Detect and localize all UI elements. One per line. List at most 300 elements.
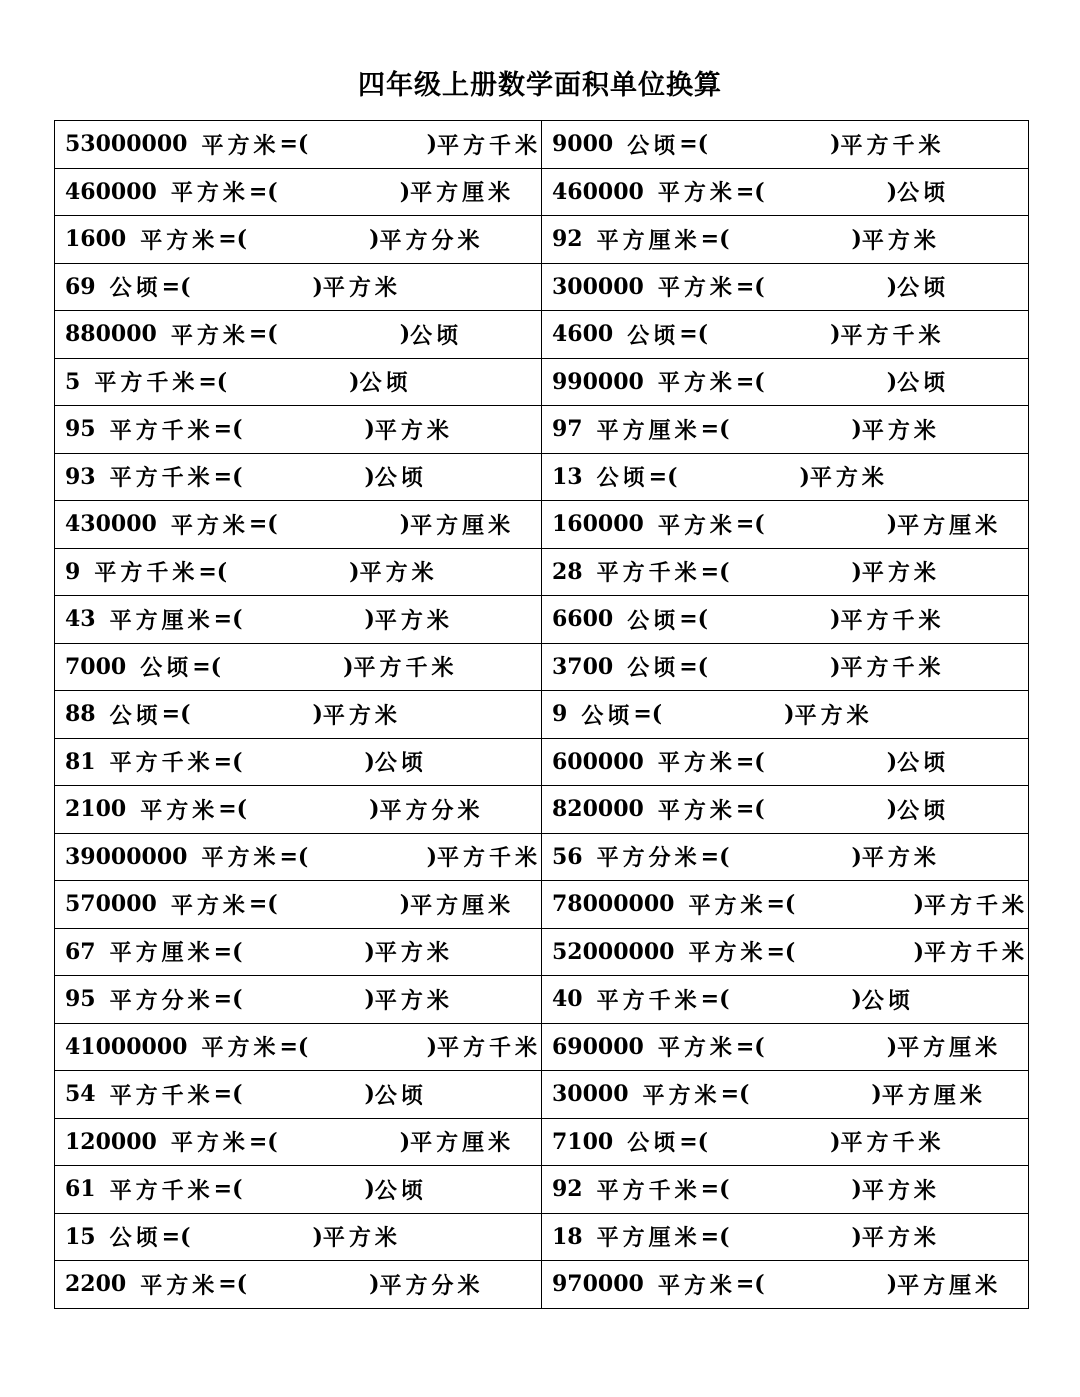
- source-unit: 公顷: [109, 1225, 162, 1252]
- source-unit: 平方分米: [596, 845, 701, 872]
- equals-open-paren: =(: [198, 558, 228, 585]
- equals-open-paren: =(: [679, 321, 709, 348]
- source-unit: 平方米: [140, 797, 219, 824]
- equals-open-paren: =(: [218, 226, 248, 253]
- question-value: 570000: [65, 891, 157, 918]
- source-unit: 平方千米: [94, 560, 199, 587]
- table-row: [55, 976, 1029, 1024]
- question-value: 9: [552, 701, 568, 728]
- close-paren: ): [399, 891, 411, 918]
- target-unit: 公顷: [374, 750, 427, 777]
- close-paren: ): [851, 558, 862, 585]
- close-paren: ): [830, 1128, 841, 1155]
- question-value: 43: [65, 606, 96, 633]
- question-value: 300000: [552, 273, 644, 300]
- source-unit: 平方千米: [109, 417, 214, 444]
- source-unit: 平方厘米: [596, 227, 701, 254]
- equals-open-paren: =(: [248, 1128, 278, 1155]
- equals-open-paren: =(: [213, 463, 243, 490]
- table-row: [55, 928, 1029, 976]
- question: [55, 264, 541, 311]
- equals-open-paren: =(: [700, 986, 730, 1013]
- equals-open-paren: =(: [248, 178, 278, 205]
- equals-open-paren: =(: [766, 938, 796, 965]
- question-cell-left: [55, 548, 542, 596]
- question: [55, 929, 541, 976]
- source-unit: 平方米: [140, 227, 219, 254]
- close-paren: ): [913, 938, 924, 965]
- question-cell-right: [542, 1118, 1029, 1166]
- question-cell-right: [542, 263, 1029, 311]
- question-cell-right: [542, 311, 1029, 359]
- source-unit: 平方米: [170, 322, 249, 349]
- source-unit: 平方千米: [109, 1177, 214, 1204]
- close-paren: ): [426, 1033, 437, 1060]
- question: [542, 881, 1028, 928]
- target-unit: 平方米: [861, 227, 940, 254]
- target-unit: 公顷: [374, 465, 427, 492]
- question-cell-right: [542, 1071, 1029, 1119]
- equals-open-paren: =(: [218, 796, 248, 823]
- close-paren: ): [851, 226, 862, 253]
- close-paren: ): [799, 463, 810, 490]
- question-value: 93: [65, 463, 96, 490]
- question-value: 970000: [552, 1271, 644, 1298]
- source-unit: 平方千米: [596, 1177, 701, 1204]
- question-cell-left: [55, 216, 542, 264]
- source-unit: 平方米: [657, 180, 736, 207]
- question: [542, 169, 1028, 216]
- target-unit: 平方厘米: [410, 180, 515, 207]
- equals-open-paren: =(: [700, 843, 730, 870]
- question: [542, 1214, 1028, 1261]
- question: [542, 976, 1028, 1023]
- source-unit: 公顷: [627, 322, 680, 349]
- equals-open-paren: =(: [735, 1033, 765, 1060]
- question: [542, 359, 1028, 406]
- question: [55, 549, 541, 596]
- source-unit: 公顷: [627, 1130, 680, 1157]
- close-paren: ): [364, 606, 375, 633]
- equals-open-paren: =(: [213, 938, 243, 965]
- equals-open-paren: =(: [248, 321, 278, 348]
- target-unit: 平方厘米: [410, 1130, 515, 1157]
- question: [542, 216, 1028, 263]
- question: [55, 169, 541, 216]
- question: [55, 359, 541, 406]
- source-unit: 平方厘米: [596, 1225, 701, 1252]
- table-row: [55, 596, 1029, 644]
- close-paren: ): [886, 748, 898, 775]
- close-paren: ): [784, 701, 795, 728]
- source-unit: 平方厘米: [109, 607, 214, 634]
- question: [542, 1261, 1028, 1308]
- target-unit: 平方米: [794, 702, 873, 729]
- close-paren: ): [364, 416, 375, 443]
- close-paren: ): [312, 1223, 323, 1250]
- question-value: 95: [65, 986, 96, 1013]
- question: [55, 1261, 541, 1308]
- close-paren: ): [364, 938, 375, 965]
- equals-open-paren: =(: [213, 986, 243, 1013]
- equals-open-paren: =(: [213, 1081, 243, 1108]
- table-row: [55, 881, 1029, 929]
- question: [542, 406, 1028, 453]
- target-unit: 平方千米: [840, 607, 945, 634]
- source-unit: 平方米: [170, 180, 249, 207]
- question-value: 5: [65, 368, 81, 395]
- close-paren: ): [364, 1176, 375, 1203]
- question-cell-left: [55, 786, 542, 834]
- source-unit: 平方米: [657, 750, 736, 777]
- question-cell-right: [542, 643, 1029, 691]
- equals-open-paren: =(: [279, 131, 309, 158]
- question-value: 1600: [65, 226, 127, 253]
- question-value: 600000: [552, 748, 644, 775]
- question-value: 18: [552, 1223, 583, 1250]
- target-unit: 平方米: [374, 987, 453, 1014]
- question-value: 6600: [552, 606, 614, 633]
- question: [542, 501, 1028, 548]
- target-unit: 平方分米: [379, 227, 484, 254]
- question-value: 78000000: [552, 891, 675, 918]
- question: [55, 644, 541, 691]
- target-unit: 平方厘米: [897, 1272, 1002, 1299]
- target-unit: 公顷: [359, 370, 412, 397]
- question-value: 820000: [552, 796, 644, 823]
- source-unit: 平方千米: [596, 560, 701, 587]
- equals-open-paren: =(: [700, 1176, 730, 1203]
- question-value: 7100: [552, 1128, 614, 1155]
- target-unit: 平方千米: [840, 1130, 945, 1157]
- question: [542, 311, 1028, 358]
- equals-open-paren: =(: [679, 131, 709, 158]
- close-paren: ): [364, 748, 375, 775]
- question-value: 92: [552, 1176, 583, 1203]
- target-unit: 公顷: [374, 1082, 427, 1109]
- equals-open-paren: =(: [218, 1271, 248, 1298]
- equals-open-paren: =(: [735, 796, 765, 823]
- source-unit: 平方米: [657, 1272, 736, 1299]
- question-value: 92: [552, 226, 583, 253]
- question-value: 52000000: [552, 938, 675, 965]
- target-unit: 公顷: [897, 797, 950, 824]
- question: [542, 644, 1028, 691]
- question-cell-left: [55, 453, 542, 501]
- question-cell-right: [542, 216, 1029, 264]
- question-cell-right: [542, 1166, 1029, 1214]
- equals-open-paren: =(: [279, 843, 309, 870]
- target-unit: 平方厘米: [897, 512, 1002, 539]
- question-cell-left: [55, 738, 542, 786]
- source-unit: 平方米: [201, 1035, 280, 1062]
- question-cell-left: [55, 406, 542, 454]
- target-unit: 平方千米: [840, 655, 945, 682]
- question-cell-left: [55, 691, 542, 739]
- source-unit: 平方米: [688, 892, 767, 919]
- target-unit: 公顷: [861, 987, 914, 1014]
- question: [55, 786, 541, 833]
- equals-open-paren: =(: [700, 1223, 730, 1250]
- table-row: [55, 786, 1029, 834]
- table-row: [55, 691, 1029, 739]
- question: [542, 549, 1028, 596]
- target-unit: 平方千米: [353, 655, 458, 682]
- source-unit: 公顷: [109, 702, 162, 729]
- source-unit: 平方米: [657, 1035, 736, 1062]
- close-paren: ): [851, 1223, 862, 1250]
- question: [55, 1024, 541, 1071]
- equals-open-paren: =(: [279, 1033, 309, 1060]
- close-paren: ): [851, 1176, 862, 1203]
- table-row: [55, 453, 1029, 501]
- close-paren: ): [913, 891, 924, 918]
- target-unit: 公顷: [897, 275, 950, 302]
- equals-open-paren: =(: [766, 891, 796, 918]
- close-paren: ): [830, 321, 841, 348]
- source-unit: 平方厘米: [109, 940, 214, 967]
- question-cell-right: [542, 453, 1029, 501]
- table-row: [55, 548, 1029, 596]
- target-unit: 平方分米: [379, 1272, 484, 1299]
- question-value: 28: [552, 558, 583, 585]
- table-row: [55, 406, 1029, 454]
- target-unit: 平方米: [861, 1225, 940, 1252]
- target-unit: 平方千米: [436, 132, 541, 159]
- question-value: 880000: [65, 321, 157, 348]
- target-unit: 公顷: [374, 1177, 427, 1204]
- question: [55, 881, 541, 928]
- equals-open-paren: =(: [213, 606, 243, 633]
- close-paren: ): [886, 1271, 898, 1298]
- equals-open-paren: =(: [679, 1128, 709, 1155]
- close-paren: ): [886, 178, 898, 205]
- question-cell-right: [542, 168, 1029, 216]
- table-row: [55, 1118, 1029, 1166]
- table-row: [55, 643, 1029, 691]
- question: [542, 1071, 1028, 1118]
- question-cell-right: [542, 548, 1029, 596]
- target-unit: 公顷: [897, 750, 950, 777]
- target-unit: 平方米: [322, 1225, 401, 1252]
- target-unit: 平方厘米: [410, 512, 515, 539]
- target-unit: 平方厘米: [897, 1035, 1002, 1062]
- question-value: 2100: [65, 796, 127, 823]
- table-row: [55, 501, 1029, 549]
- source-unit: 平方米: [170, 1130, 249, 1157]
- question-value: 15: [65, 1223, 96, 1250]
- question-cell-left: [55, 881, 542, 929]
- table-row: [55, 738, 1029, 786]
- close-paren: ): [399, 178, 411, 205]
- question: [542, 1119, 1028, 1166]
- source-unit: 平方米: [688, 940, 767, 967]
- target-unit: 平方米: [374, 607, 453, 634]
- question-value: 460000: [65, 178, 157, 205]
- equals-open-paren: =(: [192, 653, 222, 680]
- close-paren: ): [343, 653, 354, 680]
- target-unit: 平方厘米: [410, 892, 515, 919]
- question-value: 53000000: [65, 131, 188, 158]
- close-paren: ): [886, 511, 898, 538]
- question: [55, 1071, 541, 1118]
- source-unit: 公顷: [627, 607, 680, 634]
- target-unit: 平方千米: [436, 1035, 541, 1062]
- question-value: 39000000: [65, 843, 188, 870]
- source-unit: 平方分米: [109, 987, 214, 1014]
- source-unit: 平方千米: [109, 465, 214, 492]
- question-value: 81: [65, 748, 96, 775]
- question-cell-left: [55, 311, 542, 359]
- question-value: 97: [552, 416, 583, 443]
- target-unit: 平方米: [809, 465, 888, 492]
- question-cell-right: [542, 121, 1029, 169]
- equals-open-paren: =(: [198, 368, 228, 395]
- question: [55, 216, 541, 263]
- close-paren: ): [851, 843, 862, 870]
- question-value: 120000: [65, 1128, 157, 1155]
- question-cell-right: [542, 1213, 1029, 1261]
- question-cell-right: [542, 596, 1029, 644]
- question-cell-right: [542, 976, 1029, 1024]
- equals-open-paren: =(: [735, 178, 765, 205]
- equals-open-paren: =(: [213, 416, 243, 443]
- source-unit: 平方米: [642, 1082, 721, 1109]
- source-unit: 公顷: [140, 655, 193, 682]
- question-value: 40: [552, 986, 583, 1013]
- question-cell-left: [55, 1118, 542, 1166]
- close-paren: ): [426, 843, 437, 870]
- question: [542, 739, 1028, 786]
- question-cell-left: [55, 501, 542, 549]
- source-unit: 平方千米: [109, 750, 214, 777]
- target-unit: 公顷: [410, 322, 463, 349]
- question: [542, 786, 1028, 833]
- equals-open-paren: =(: [633, 701, 663, 728]
- question-cell-right: [542, 501, 1029, 549]
- question-value: 990000: [552, 368, 644, 395]
- question: [55, 691, 541, 738]
- source-unit: 平方千米: [94, 370, 199, 397]
- close-paren: ): [399, 511, 411, 538]
- target-unit: 平方千米: [436, 845, 541, 872]
- target-unit: 平方米: [374, 417, 453, 444]
- source-unit: 公顷: [596, 465, 649, 492]
- question: [55, 1166, 541, 1213]
- source-unit: 公顷: [627, 655, 680, 682]
- question: [542, 1024, 1028, 1071]
- question-value: 13: [552, 463, 583, 490]
- question-cell-left: [55, 1166, 542, 1214]
- table-row: [55, 311, 1029, 359]
- question: [542, 834, 1028, 881]
- equals-open-paren: =(: [248, 891, 278, 918]
- question-value: 2200: [65, 1271, 127, 1298]
- question: [55, 976, 541, 1023]
- question: [55, 834, 541, 881]
- question-value: 67: [65, 938, 96, 965]
- equals-open-paren: =(: [161, 701, 191, 728]
- question-cell-left: [55, 596, 542, 644]
- close-paren: ): [871, 1081, 882, 1108]
- target-unit: 平方米: [861, 1177, 940, 1204]
- question: [55, 406, 541, 453]
- table-row: [55, 1261, 1029, 1309]
- question-value: 69: [65, 273, 96, 300]
- question: [55, 1119, 541, 1166]
- question-cell-right: [542, 406, 1029, 454]
- table-row: [55, 168, 1029, 216]
- question-cell-left: [55, 1213, 542, 1261]
- target-unit: 平方千米: [923, 892, 1028, 919]
- source-unit: 公顷: [581, 702, 634, 729]
- question-value: 160000: [552, 511, 644, 538]
- close-paren: ): [830, 606, 841, 633]
- equals-open-paren: =(: [735, 511, 765, 538]
- close-paren: ): [369, 796, 380, 823]
- question-cell-right: [542, 1261, 1029, 1309]
- close-paren: ): [312, 273, 323, 300]
- source-unit: 平方米: [201, 845, 280, 872]
- question-cell-left: [55, 121, 542, 169]
- target-unit: 平方米: [861, 417, 940, 444]
- close-paren: ): [349, 558, 360, 585]
- target-unit: 平方米: [359, 560, 438, 587]
- close-paren: ): [369, 226, 380, 253]
- close-paren: ): [312, 701, 323, 728]
- target-unit: 公顷: [897, 180, 950, 207]
- close-paren: ): [830, 131, 841, 158]
- question-value: 690000: [552, 1033, 644, 1060]
- question: [55, 501, 541, 548]
- question-value: 4600: [552, 321, 614, 348]
- close-paren: ): [886, 273, 898, 300]
- question-value: 95: [65, 416, 96, 443]
- question-value: 3700: [552, 653, 614, 680]
- question-value: 54: [65, 1081, 96, 1108]
- target-unit: 平方米: [322, 702, 401, 729]
- source-unit: 平方米: [657, 275, 736, 302]
- target-unit: 平方厘米: [881, 1082, 986, 1109]
- close-paren: ): [364, 463, 375, 490]
- close-paren: ): [830, 653, 841, 680]
- equals-open-paren: =(: [161, 1223, 191, 1250]
- question-cell-left: [55, 643, 542, 691]
- source-unit: 公顷: [627, 132, 680, 159]
- close-paren: ): [886, 796, 898, 823]
- target-unit: 平方分米: [379, 797, 484, 824]
- table-row: [55, 1166, 1029, 1214]
- close-paren: ): [886, 368, 898, 395]
- question-value: 88: [65, 701, 96, 728]
- source-unit: 公顷: [109, 275, 162, 302]
- question-cell-right: [542, 881, 1029, 929]
- question-cell-left: [55, 833, 542, 881]
- question: [542, 121, 1028, 168]
- question: [55, 596, 541, 643]
- worksheet-title: 四年级上册数学面积单位换算: [358, 70, 722, 101]
- target-unit: 平方米: [322, 275, 401, 302]
- source-unit: 平方米: [201, 132, 280, 159]
- question-value: 61: [65, 1176, 96, 1203]
- close-paren: ): [426, 131, 437, 158]
- question-cell-right: [542, 738, 1029, 786]
- close-paren: ): [399, 321, 411, 348]
- question-cell-left: [55, 1023, 542, 1071]
- question-cell-left: [55, 263, 542, 311]
- equals-open-paren: =(: [735, 748, 765, 775]
- close-paren: ): [851, 416, 862, 443]
